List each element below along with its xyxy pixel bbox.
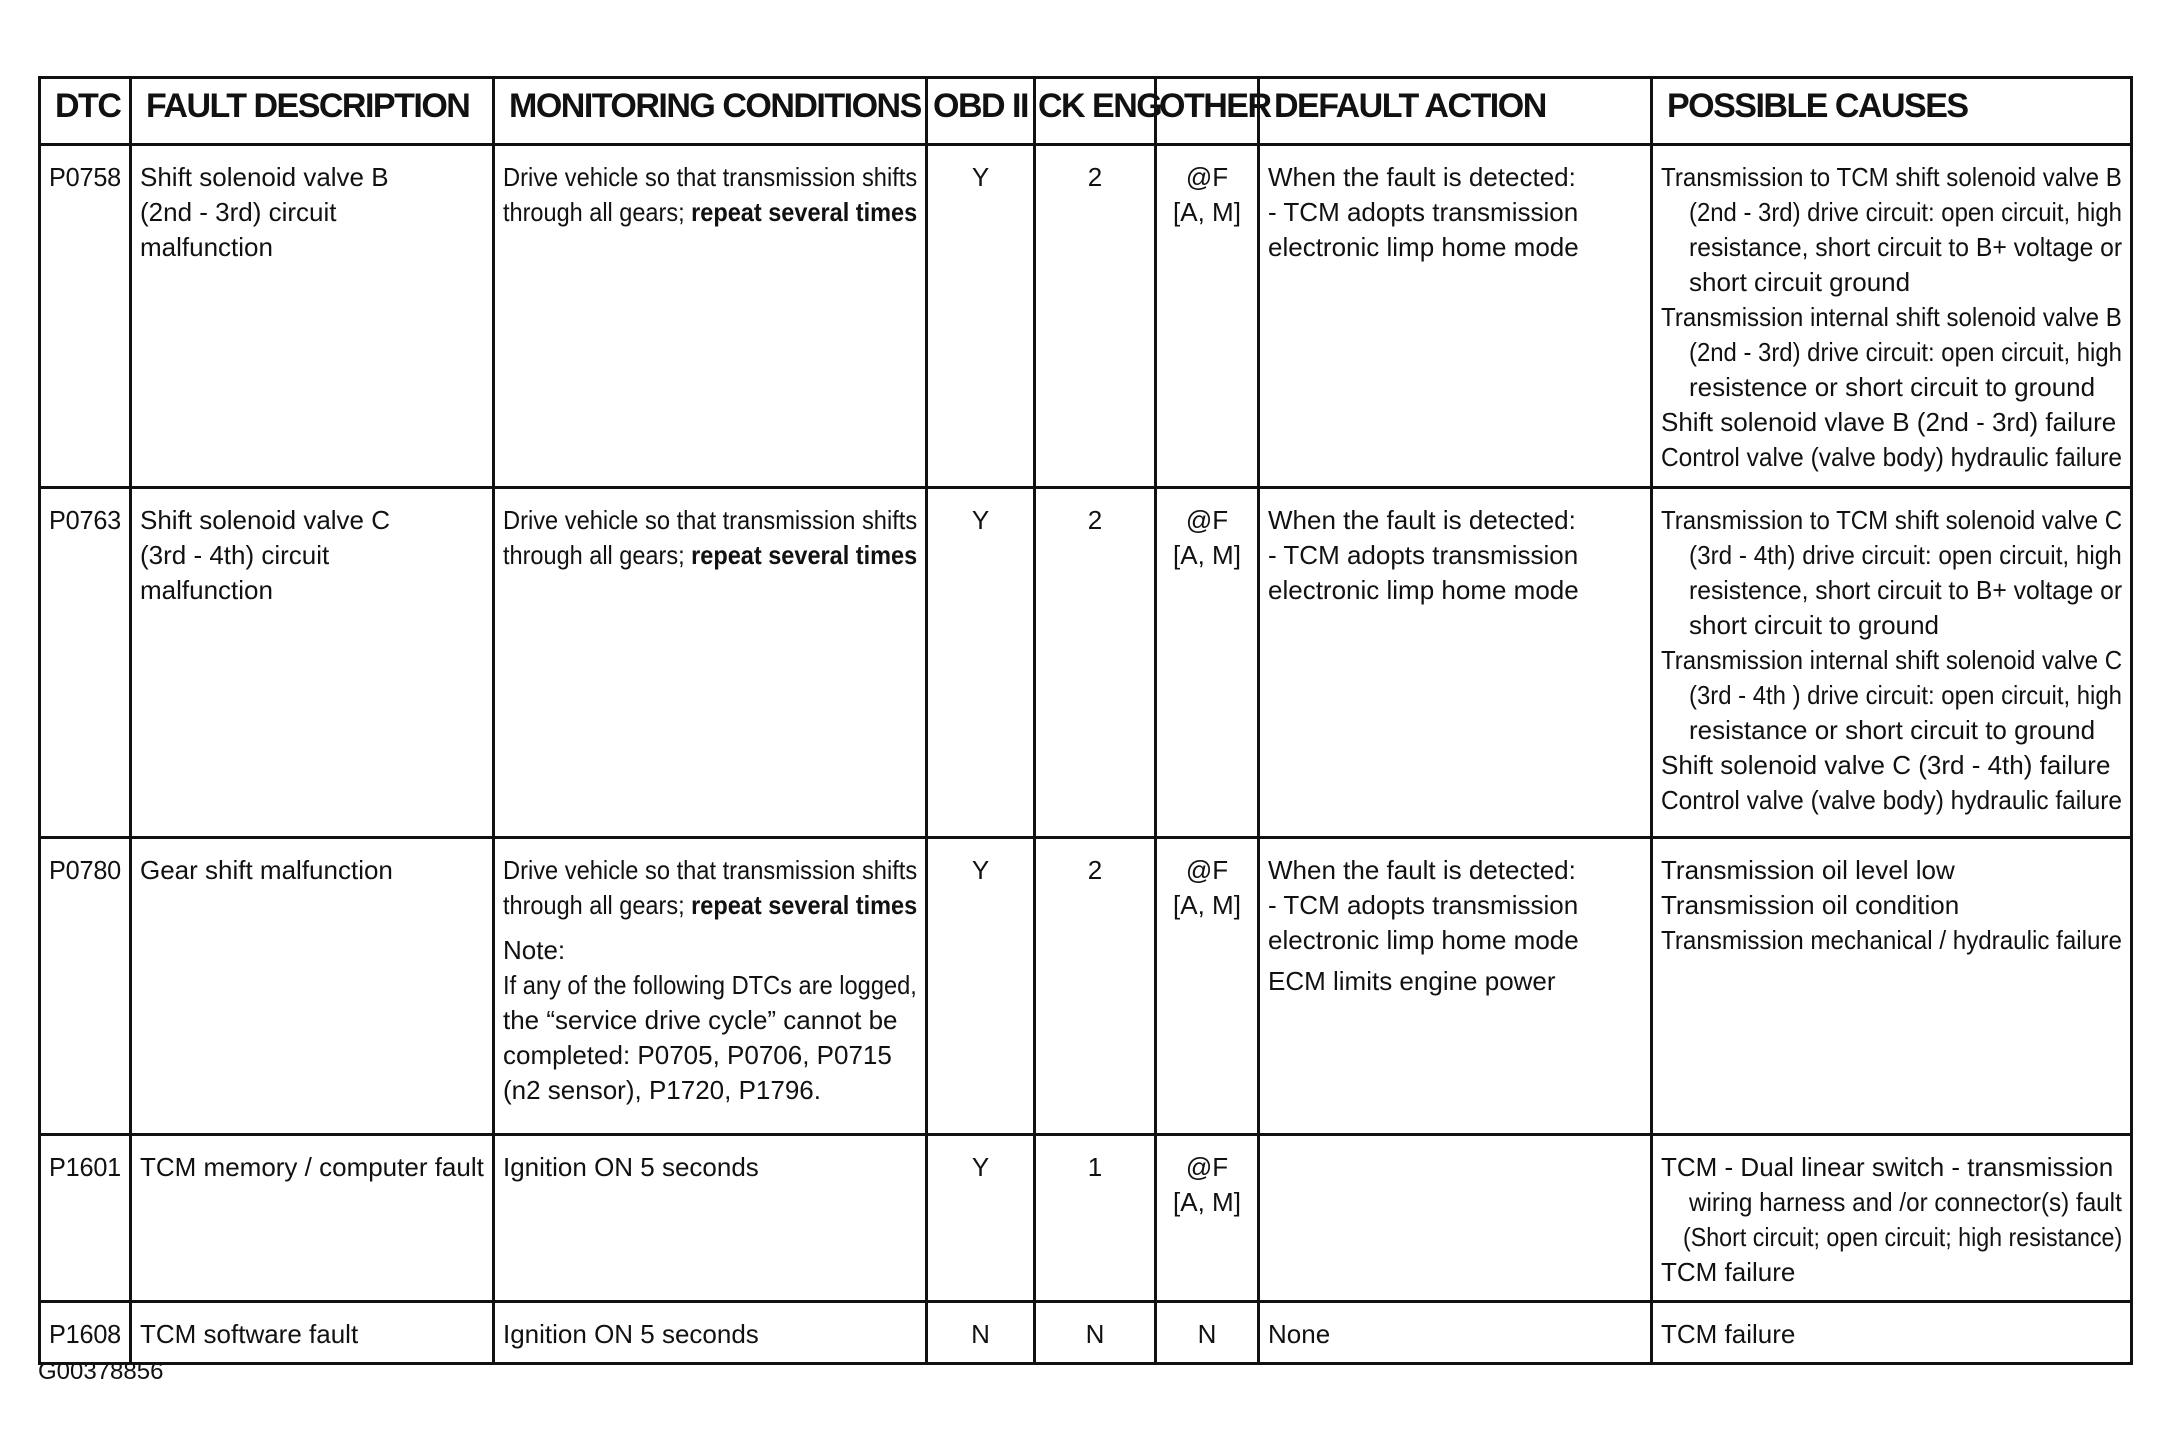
- fault-line: malfunction: [140, 575, 273, 605]
- other-line: @F: [1185, 1152, 1229, 1182]
- table-row: [40, 1302, 2132, 1364]
- ck-eng-cell: [1035, 145, 1156, 488]
- other-value: N: [1197, 1319, 1217, 1349]
- cause-line: Transmission internal shift solenoid valve B: [1661, 302, 2122, 332]
- obd-ii-value: Y: [971, 162, 990, 192]
- other-cell: [1156, 838, 1259, 1135]
- obd-ii-value: Y: [971, 855, 990, 885]
- possible-causes-cell: [1652, 838, 2132, 1135]
- cause-line: Control valve (valve body) hydraulic failure: [1661, 442, 2122, 472]
- monitoring-emphasis: repeat several times: [691, 197, 918, 227]
- cause-line: Transmission internal shift solenoid valve C: [1661, 645, 2123, 675]
- fault-line: TCM software fault: [140, 1319, 359, 1349]
- fault-line: malfunction: [140, 232, 273, 262]
- monitoring-note-line: the “service drive cycle” cannot be: [503, 1005, 898, 1035]
- other-line: [A, M]: [1173, 540, 1241, 570]
- header-ck-eng: CK ENG: [1035, 78, 1156, 145]
- possible-causes-cell: [1652, 488, 2132, 838]
- cause-line: Control valve (valve body) hydraulic failure: [1661, 785, 2122, 815]
- monitoring-text: through all gears;: [503, 197, 692, 227]
- obd-ii-cell: [927, 488, 1035, 838]
- fault-description-cell: [131, 145, 494, 488]
- cause-line: Transmission to TCM shift solenoid valve C: [1661, 505, 2123, 535]
- cause-line: resistance, short circuit to B+ voltage or: [1689, 232, 2123, 262]
- cause-line: short circuit ground: [1689, 267, 1911, 297]
- header-other: OTHER: [1156, 78, 1259, 145]
- cause-line: Shift solenoid valve C (3rd - 4th) failure: [1661, 750, 2111, 780]
- ck-eng-value: 1: [1087, 1152, 1103, 1182]
- cause-line: Shift solenoid vlave B (2nd - 3rd) failure: [1661, 407, 2117, 437]
- default-action-cell: [1259, 145, 1652, 488]
- monitoring-line: Ignition ON 5 seconds: [503, 1152, 759, 1182]
- ck-eng-cell: [1035, 488, 1156, 838]
- fault-description-cell: [131, 488, 494, 838]
- monitoring-note-line: completed: P0705, P0706, P0715: [503, 1040, 892, 1070]
- fault-line: Shift solenoid valve C: [140, 505, 391, 535]
- ck-eng-cell: [1035, 1302, 1156, 1364]
- possible-causes-cell: [1652, 1135, 2132, 1302]
- other-cell: [1156, 1302, 1259, 1364]
- cause-line: wiring harness and /or connector(s) fault: [1689, 1187, 2122, 1217]
- header-dtc: DTC: [40, 78, 131, 145]
- fault-line: TCM memory / computer fault: [140, 1152, 484, 1182]
- dtc-code-cell: [40, 838, 131, 1135]
- cause-line: TCM failure: [1661, 1319, 1796, 1349]
- dtc-code: P0758: [49, 162, 122, 192]
- table-row: [40, 145, 2132, 488]
- table-row: [40, 1135, 2132, 1302]
- default-action-line: electronic limp home mode: [1268, 232, 1579, 262]
- default-action-line: - TCM adopts transmission: [1268, 890, 1579, 920]
- cause-line: (Short circuit; open circuit; high resistance): [1683, 1222, 2123, 1252]
- fault-line: (2nd - 3rd) circuit: [140, 197, 337, 227]
- cause-line: resistance or short circuit to ground: [1689, 715, 2096, 745]
- dtc-code-cell: [40, 145, 131, 488]
- cause-line: resistence or short circuit to ground: [1689, 372, 2096, 402]
- default-action-cell: [1259, 488, 1652, 838]
- cause-line: (3rd - 4th ) drive circuit: open circuit, high: [1689, 680, 2122, 710]
- monitoring-conditions-cell: [494, 145, 927, 488]
- header-default-action: DEFAULT ACTION: [1259, 78, 1652, 145]
- cause-line: TCM failure: [1661, 1257, 1796, 1287]
- ck-eng-value: N: [1085, 1319, 1105, 1349]
- header-monitoring-conditions: MONITORING CONDITIONS: [494, 78, 927, 145]
- figure-id: G00378856: [38, 1358, 164, 1385]
- monitoring-note-line: If any of the following DTCs are logged,: [503, 970, 917, 1000]
- default-action-line: electronic limp home mode: [1268, 575, 1579, 605]
- header-row: [40, 78, 2132, 145]
- fault-line: (3rd - 4th) circuit: [140, 540, 330, 570]
- monitoring-note-line: (n2 sensor), P1720, P1796.: [503, 1075, 821, 1105]
- cause-line: (3rd - 4th) drive circuit: open circuit, high: [1689, 540, 2122, 570]
- dtc-code-cell: [40, 1135, 131, 1302]
- ck-eng-value: 2: [1087, 505, 1103, 535]
- cause-line: Transmission oil level low: [1661, 855, 1955, 885]
- dtc-code: P0780: [49, 855, 122, 885]
- dtc-code-cell: [40, 488, 131, 838]
- other-line: @F: [1185, 162, 1229, 192]
- monitoring-line: [503, 195, 917, 230]
- table-row: [40, 838, 2132, 1135]
- default-action-cell: [1259, 1135, 1652, 1302]
- dtc-code: P0763: [49, 505, 122, 535]
- other-cell: [1156, 488, 1259, 838]
- cause-line: short circuit to ground: [1689, 610, 1940, 640]
- monitoring-conditions-cell: [494, 1302, 927, 1364]
- default-action-cell: [1259, 1302, 1652, 1364]
- fault-description-cell: [131, 838, 494, 1135]
- dtc-table: [38, 76, 2133, 1365]
- cause-line: resistence, short circuit to B+ voltage or: [1689, 575, 2123, 605]
- default-action-line: - TCM adopts transmission: [1268, 197, 1579, 227]
- dtc-code: P1601: [49, 1152, 122, 1182]
- other-cell: [1156, 145, 1259, 488]
- monitoring-line: Ignition ON 5 seconds: [503, 1319, 759, 1349]
- cause-line: (2nd - 3rd) drive circuit: open circuit, high: [1689, 197, 2122, 227]
- other-line: [A, M]: [1173, 890, 1241, 920]
- table-row: [40, 488, 2132, 838]
- other-line: [A, M]: [1173, 1187, 1241, 1217]
- default-action-line: When the fault is detected:: [1268, 855, 1576, 885]
- monitoring-emphasis: repeat several times: [691, 540, 918, 570]
- possible-causes-cell: [1652, 145, 2132, 488]
- default-action-line: When the fault is detected:: [1268, 162, 1576, 192]
- ck-eng-value: 2: [1087, 162, 1103, 192]
- monitoring-conditions-cell: [494, 488, 927, 838]
- obd-ii-cell: [927, 838, 1035, 1135]
- monitoring-conditions-cell: [494, 1135, 927, 1302]
- cause-line: (2nd - 3rd) drive circuit: open circuit, high: [1689, 337, 2122, 367]
- monitoring-line: [503, 538, 917, 573]
- cause-line: Transmission mechanical / hydraulic failure: [1661, 925, 2122, 955]
- monitoring-note-title: Note:: [503, 935, 566, 965]
- default-action-extra: ECM limits engine power: [1268, 966, 1556, 996]
- ck-eng-cell: [1035, 838, 1156, 1135]
- obd-ii-value: N: [971, 1319, 990, 1349]
- header-fault-description: FAULT DESCRIPTION: [131, 78, 494, 145]
- monitoring-conditions-cell: [494, 838, 927, 1135]
- fault-line: Gear shift malfunction: [140, 855, 393, 885]
- default-action-cell: [1259, 838, 1652, 1135]
- default-action-line: - TCM adopts transmission: [1268, 540, 1579, 570]
- monitoring-emphasis: repeat several times: [691, 890, 918, 920]
- monitoring-line: Drive vehicle so that transmission shifts: [503, 855, 918, 885]
- cause-line: TCM - Dual linear switch - transmission: [1661, 1152, 2114, 1182]
- other-line: [A, M]: [1173, 197, 1241, 227]
- monitoring-text: through all gears;: [503, 890, 692, 920]
- other-line: @F: [1185, 855, 1229, 885]
- other-cell: [1156, 1135, 1259, 1302]
- possible-causes-cell: [1652, 1302, 2132, 1364]
- cause-line: Transmission to TCM shift solenoid valve B: [1661, 162, 2122, 192]
- monitoring-text: through all gears;: [503, 540, 692, 570]
- default-action-line: electronic limp home mode: [1268, 925, 1579, 955]
- other-line: @F: [1185, 505, 1229, 535]
- obd-ii-value: Y: [971, 1152, 990, 1182]
- header-obd-ii: OBD II: [927, 78, 1035, 145]
- obd-ii-cell: [927, 145, 1035, 488]
- monitoring-line: [503, 888, 917, 923]
- ck-eng-value: 2: [1087, 855, 1103, 885]
- fault-description-cell: [131, 1302, 494, 1364]
- cause-line: Transmission oil condition: [1661, 890, 1960, 920]
- obd-ii-cell: [927, 1302, 1035, 1364]
- header-possible-causes: POSSIBLE CAUSES: [1652, 78, 2132, 145]
- default-action-line: None: [1268, 1319, 1331, 1349]
- monitoring-line: Drive vehicle so that transmission shifts: [503, 162, 918, 192]
- ck-eng-cell: [1035, 1135, 1156, 1302]
- fault-description-cell: [131, 1135, 494, 1302]
- obd-ii-value: Y: [971, 505, 990, 535]
- default-action-line: When the fault is detected:: [1268, 505, 1576, 535]
- obd-ii-cell: [927, 1135, 1035, 1302]
- dtc-code-cell: [40, 1302, 131, 1364]
- fault-line: Shift solenoid valve B: [140, 162, 389, 192]
- monitoring-line: Drive vehicle so that transmission shifts: [503, 505, 918, 535]
- dtc-code: P1608: [49, 1319, 122, 1349]
